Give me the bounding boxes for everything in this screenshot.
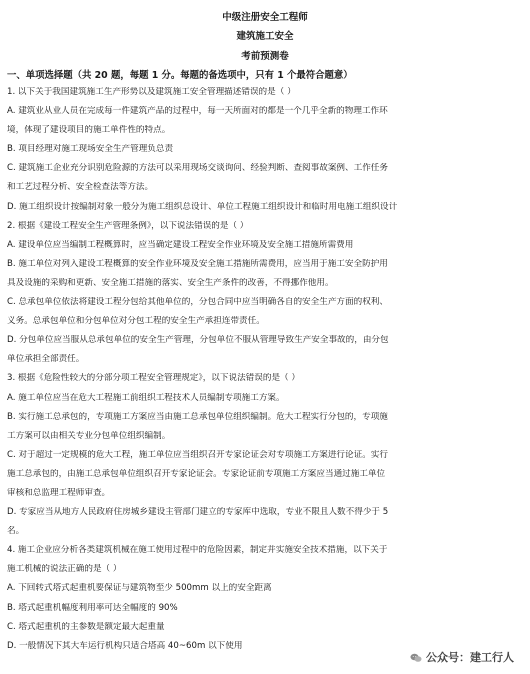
option-line: D. 专家应当从地方人民政府住房城乡建设主管部门建立的专家库中选取，专业不限且人数不得少于 5 — [7, 507, 389, 518]
option-line: C. 塔式起重机的主参数是额定最大起重量 — [7, 621, 165, 632]
continuation-line: 具及设施的采购和更新、安全施工措施的落实、安全生产条件的改善，不得挪作他用。 — [7, 277, 334, 288]
continuation-line: 工方案可以由相关专业分包单位组织编制。 — [7, 430, 171, 441]
section-heading: 一、单项选择题（共 20 题，每题 1 分。每题的备选项中，只有 1 个最符合题意） — [7, 70, 353, 81]
option-line: D. 施工组织设计按编制对象一般分为施工组织总设计、单位工程施工组织设计和临时用电施工组织设计 — [7, 201, 398, 212]
wechat-icon — [410, 653, 422, 663]
question-stem-line: 4. 施工企业应分析各类建筑机械在施工使用过程中的危险因素，制定并实施安全技术措施，以下关于 — [7, 545, 388, 556]
question-body — [7, 87, 519, 660]
option-line: A. 下回转式塔式起重机要保证与建筑物至少 500mm 以上的安全距离 — [7, 583, 272, 594]
continuation-line: 境，体现了建设项目的施工单件性的特点。 — [7, 125, 171, 136]
exam-title-main: 中级注册安全工程师 — [222, 12, 308, 23]
question-stem-line: 2. 根据《建设工程安全生产管理条例》，以下说法错误的是（ ） — [7, 220, 249, 231]
question-stem-line: 1. 以下关于我国建筑施工生产形势以及建筑施工安全管理描述错误的是（ ） — [7, 87, 296, 97]
option-line: A. 建设单位应当编制工程概算时，应当确定建设工程安全作业环境及安全施工措施所需费用 — [7, 239, 354, 250]
option-line: B. 塔式起重机幅度利用率可达全幅度的 90% — [7, 602, 178, 613]
option-line: D. 分包单位应当服从总承包单位的安全生产管理，分包单位不服从管理导致生产安全事故的，由分包 — [7, 335, 389, 346]
footer-label: 公众号：建工行人 — [426, 651, 514, 664]
continuation-line: 名。 — [7, 526, 25, 537]
continuation-line: 施工机械的说法正确的是（ ） — [7, 564, 122, 575]
footer-watermark — [410, 651, 514, 666]
continuation-line: 和工艺过程分析、安全检查法等方法。 — [7, 182, 154, 193]
option-line: A. 施工单位应当在危大工程施工前组织工程技术人员编制专项施工方案。 — [7, 392, 285, 403]
option-line: B. 实行施工总承包的，专项施工方案应当由施工总承包单位组织编制。危大工程实行分包的，专项施 — [7, 411, 388, 422]
question-stem-line: 3. 根据《危险性较大的分部分项工程安全管理规定》，以下说法错误的是（ ） — [7, 373, 300, 384]
option-line: B. 项目经理对施工现场安全生产管理负总责 — [7, 144, 174, 155]
continuation-line: 审核和总监理工程师审查。 — [7, 487, 111, 498]
option-line: A. 建筑业从业人员在完成每一件建筑产品的过程中，每一天所面对的都是一个几乎全新的物理工作环 — [7, 106, 388, 117]
option-line: B. 施工单位对列入建设工程概算的安全作业环境及安全施工措施所需费用，应当用于施工安全防护用 — [7, 258, 388, 269]
continuation-line: 单位承担全部责任。 — [7, 354, 85, 365]
option-line: C. 总承包单位依法将建设工程分包给其他单位的，分包合同中应当明确各自的安全生产方面的权利、 — [7, 297, 388, 308]
continuation-line: 义务。总承包单位和分包单位对分包工程的安全生产承担连带责任。 — [7, 316, 265, 327]
option-line: C. 建筑施工企业充分识别危险源的方法可以采用现场交谈询问、经验判断、查阅事故案例、工作任务 — [7, 163, 388, 174]
option-line: C. 对于超过一定规模的危大工程，施工单位应当组织召开专家论证会对专项施工方案进行论证。实行 — [7, 449, 388, 460]
exam-title-subject: 建筑施工安全 — [236, 31, 294, 42]
exam-title-paper: 考前预测卷 — [241, 51, 289, 62]
option-line: D. 一般情况下其大车运行机构只适合塔高 40~60m 以下使用 — [7, 640, 243, 651]
continuation-line: 施工总承包的，由施工总承包单位组织召开专家论证会。专家论证前专项施工方案应当通过施工单位 — [7, 468, 386, 479]
